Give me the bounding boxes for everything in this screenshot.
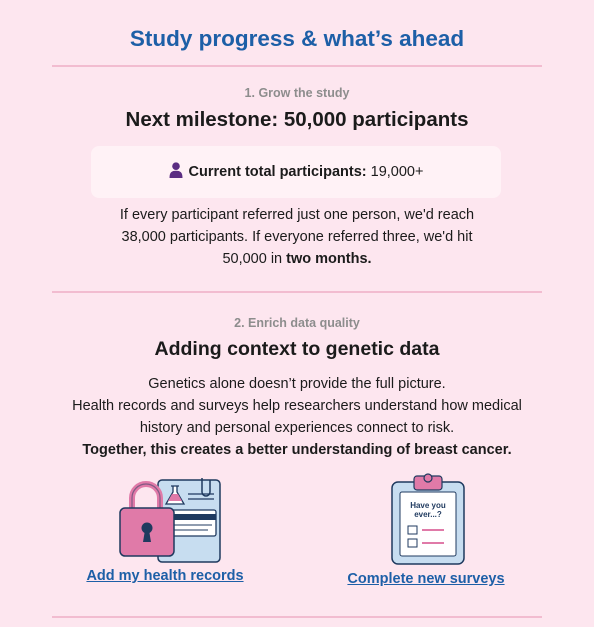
context-line-1: Genetics alone doesn’t provide the full picture. xyxy=(148,376,446,392)
stat-value: 19,000+ xyxy=(370,164,424,180)
divider-middle xyxy=(52,291,542,293)
milestone-heading: Next milestone: 50,000 participants xyxy=(125,108,469,131)
milestone-line-3-bold: two months. xyxy=(286,251,372,267)
step-label-grow: 1. Grow the study xyxy=(244,86,350,100)
milestone-paragraph xyxy=(30,204,564,270)
clipboard-survey-icon xyxy=(388,472,468,566)
complete-surveys-link[interactable]: Complete new surveys xyxy=(347,571,505,587)
add-health-records-link[interactable]: Add my health records xyxy=(86,568,244,584)
milestone-line-2: 38,000 participants. If everyone referred three, we'd hit xyxy=(121,229,473,245)
page-title: Study progress & what’s ahead xyxy=(129,26,465,51)
milestone-line-3-text: 50,000 in xyxy=(222,251,287,267)
divider-top xyxy=(52,65,542,67)
context-line-2: Health records and surveys help researchers understand how medical xyxy=(72,398,522,414)
context-line-4 xyxy=(30,439,564,461)
milestone-line-1: If every participant referred just one person, we'd reach xyxy=(119,207,475,223)
context-heading: Adding context to genetic data xyxy=(154,338,440,360)
step-label-enrich: 2. Enrich data quality xyxy=(234,316,360,330)
context-paragraph xyxy=(30,373,564,461)
padlock-medical-record-icon xyxy=(118,476,224,564)
clipboard-text-2: ever...? xyxy=(414,510,442,519)
context-line-3: history and personal experiences connect to risk. xyxy=(139,420,455,436)
milestone-line-3 xyxy=(30,248,564,270)
participants-stat-card xyxy=(91,146,501,198)
context-line-4-bold: Together, this creates a better understanding of breast cancer. xyxy=(82,442,512,458)
stat-label: Current total participants: xyxy=(188,164,367,180)
clipboard-text-1: Have you xyxy=(410,501,446,510)
divider-bottom xyxy=(52,616,542,618)
person-icon xyxy=(169,162,183,178)
